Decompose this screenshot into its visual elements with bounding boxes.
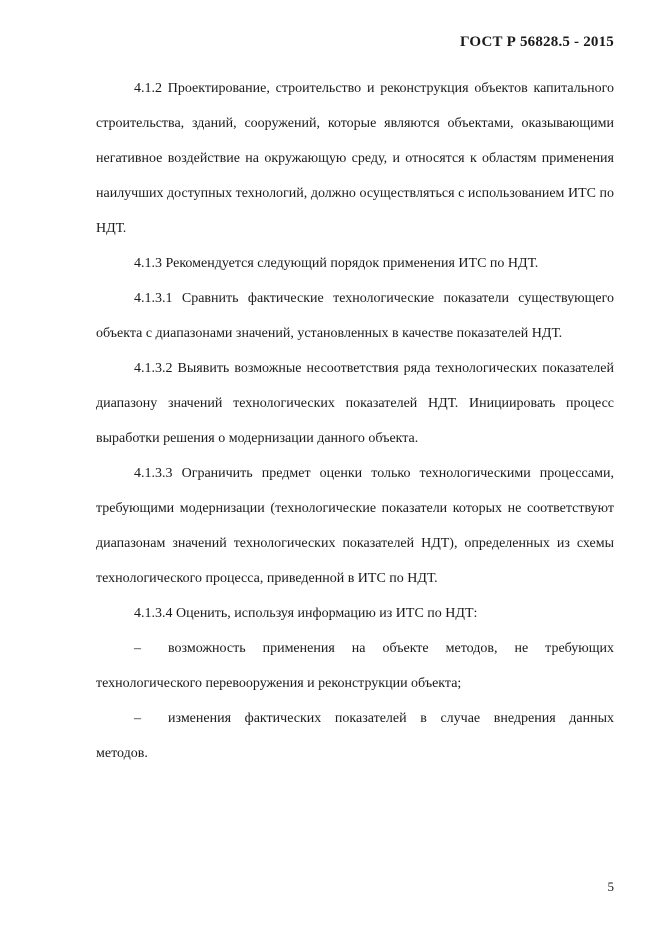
document-body: [96, 71, 614, 771]
page-number: 5: [607, 879, 614, 894]
list-item-continuation: методов.: [96, 746, 148, 761]
paragraph-4-1-3-4: 4.1.3.4 Оценить, используя информацию из ИТС по НДТ:: [134, 606, 478, 621]
paragraph-4-1-3: 4.1.3 Рекомендуется следующий порядок применения ИТС по НДТ.: [134, 256, 539, 271]
document-code-header: ГОСТ Р 56828.5 - 2015: [460, 34, 614, 50]
dash-bullet: –: [134, 711, 141, 726]
list-item: [96, 701, 614, 771]
paragraph-4-1-2: 4.1.2 Проектирование, строительство и реконструкция объектов капитального строительства, зданий, сооружений, которые являются объектами, оказывающими негативное воздействие на окружающую среду, и относятся к областям применения наилучших доступных технологий, должно осуществляться с использованием ИТС по НДТ.: [96, 81, 614, 236]
list-item: [96, 631, 614, 701]
dash-bullet: –: [134, 641, 141, 656]
list-item-continuation: технологического перевооружения и реконструкции объекта;: [96, 676, 462, 691]
list-item-text: возможность применения на объекте методов, не требующих: [168, 641, 614, 656]
paragraph-4-1-3-1: 4.1.3.1 Сравнить фактические технологические показатели существующего объекта с диапазонами значений, установленных в качестве показателей НДТ.: [96, 291, 614, 341]
paragraph-4-1-3-2: 4.1.3.2 Выявить возможные несоответствия ряда технологических показателей диапазону значений технологических показателей НДТ. Инициировать процесс выработки решения о модернизации данного объекта.: [96, 361, 614, 446]
list-item-text: изменения фактических показателей в случае внедрения данных: [168, 711, 614, 726]
paragraph-4-1-3-3: 4.1.3.3 Ограничить предмет оценки только технологическими процессами, требующими модернизации (технологические показатели которых не соответствуют диапазонам значений технологических показателей НДТ), определенных из схемы технологического процесса, приведенной в ИТС по НДТ.: [96, 466, 614, 586]
